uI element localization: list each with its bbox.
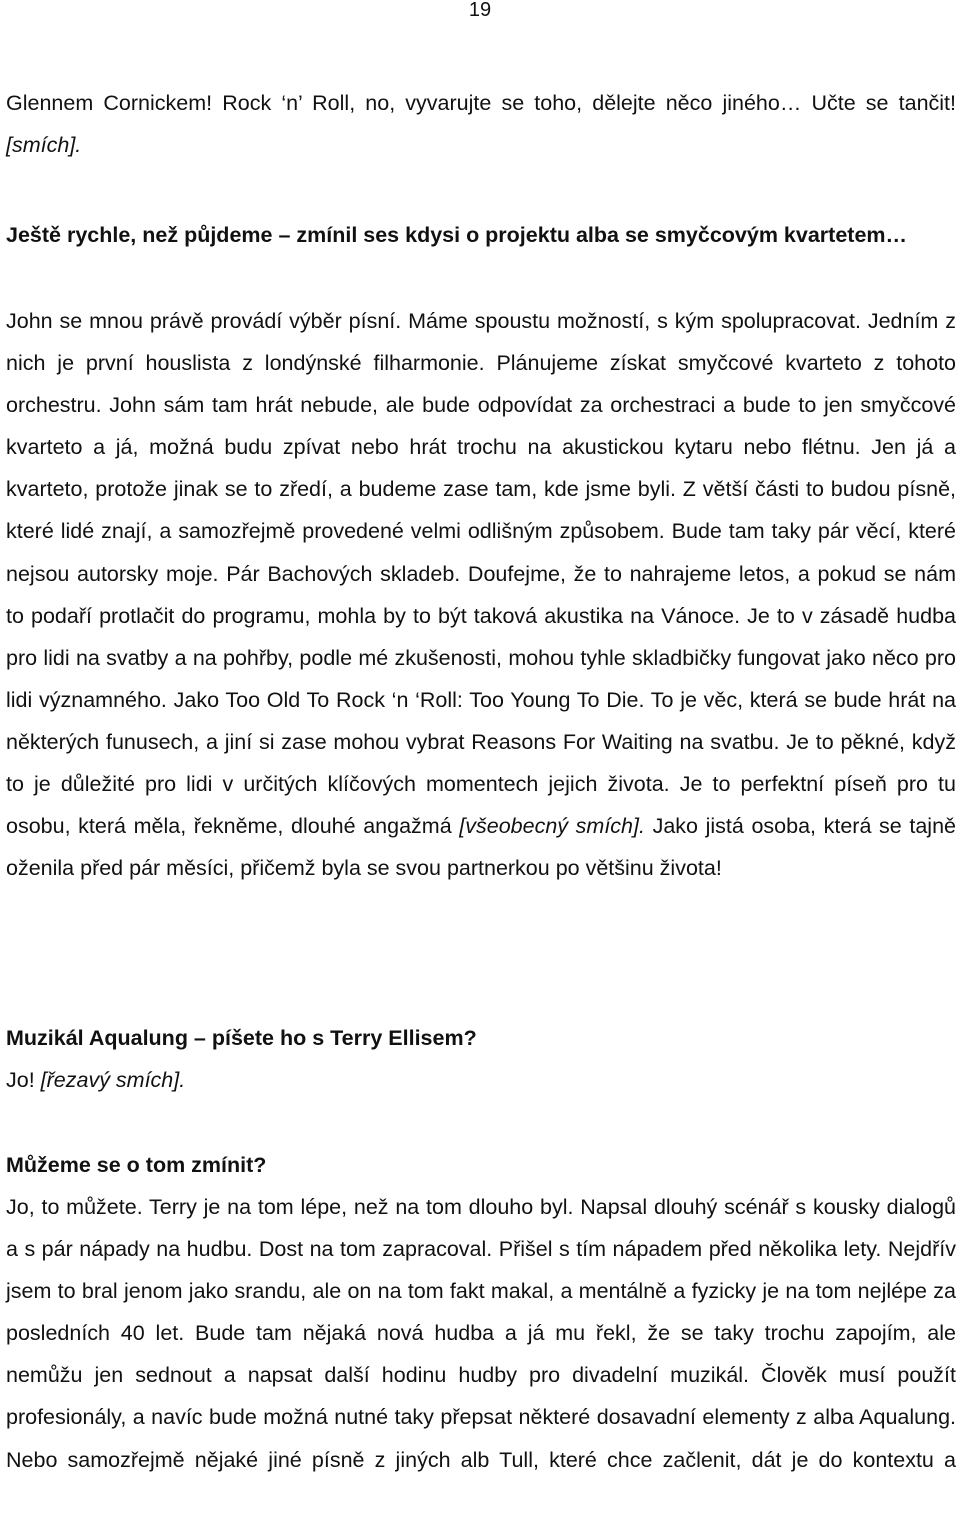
answer-string-quartet-tail: Jako jistá osoba, která se tajně oženila před pár měsíci, přičemž byla se svou partnerkou po většinu života! xyxy=(6,814,956,881)
intro-text: Glennem Cornickem! Rock ‘n’ Roll, no, vyvarujte se toho, dělejte něco jiného… Učte se tančit! xyxy=(6,91,956,115)
answer-can-we-mention: Jo, to můžete. Terry je na tom lépe, než na tom dlouho byl. Napsal dlouhý scénář s kousky dialogů a s pár nápady na hudbu. Dost na tom zapracoval. Přišel s tím nápadem před několika lety. Nejdřív jsem to bral jenom jako srandu, ale on na tom fakt makal, a mentálně a fyzicky je na tom nejlépe za posledních 40 let. Bude tam nějaká nová hudba a já mu řekl, že se taky trochu zapojím, ale nemůžu jen sednout a napsat další hodinu hudby pro divadelní muzikál. Člověk musí použít profesionály, a navíc bude možná nutné taky přepsat některé dosavadní elementy z alba Aqualung. Nebo samozřejmě nějaké jiné písně z jiných alb Tull, které chce začlenit, dát je do kontextu a xyxy=(6,1195,956,1472)
answer-string-quartet-text: John se mnou právě provádí výběr písní. Máme spoustu možností, s kým spolupracovat. Jedním z nich je první houslista z londýnské filharmonie. Plánujeme získat smyčcové kvarteto z tohoto orchestru. John sám tam hrát nebude, ale bude odpovídat za orchestraci a bude to jen smyčcové kvarteto a já, možná budu zpívat nebo hrát trochu na akustickou kytaru nebo flétnu. Jen já a kvarteto, protože jinak se to zředí, a budeme zase tam, kde jsme byli. Z větší části to budou písně, které lidé znají, a samozřejmě provedené velmi odlišným způsobem. Bude tam taky pár věcí, které nejsou autorsky moje. Pár Bachových skladeb. Doufejme, že to nahrajeme letos, a pokud se nám to podaří protlačit do programu, mohla by to být taková akustika na Vánoce. Je to v zásadě hudba pro lidi na svatby a na pohřby, podle mé zkušenosti, mohou tyhle skladbičky fungovat jako něco pro lidi významného. Jako Too Old To Rock ‘n ‘Roll: Too Young To Die. To je věc, která se bude hrát na některých funusech, a jiní si zase mohou vybrat Reasons For Waiting na svatbu. Je to pěkné, když to je důležité pro lidi v určitých klíčových momentech jejich života. Je to perfektní píseň pro tu osobu, která měla, řekněme, dlouhé angažmá xyxy=(6,309,956,839)
answer-string-quartet xyxy=(6,300,956,889)
intro-stage-note: [smích]. xyxy=(6,133,82,158)
answer-string-quartet-stage-note: [všeobecný smích]. xyxy=(459,814,645,839)
answer-aqualung-musical xyxy=(6,1059,956,1101)
question-string-quartet: Ještě rychle, než půjdeme – zmínil ses kdysi o projektu alba se smyčcovým kvartetem… xyxy=(6,223,908,247)
question-aqualung-musical: Muzikál Aqualung – píšete ho s Terry Ellisem? xyxy=(6,1026,477,1050)
question-can-we-mention: Můžeme se o tom zmínit? xyxy=(6,1153,267,1177)
answer-aqualung-text: Jo! xyxy=(6,1068,41,1092)
page-number: 19 xyxy=(468,0,492,21)
intro-paragraph xyxy=(6,82,956,166)
answer-aqualung-stage-note: [řezavý smích]. xyxy=(40,1068,186,1092)
